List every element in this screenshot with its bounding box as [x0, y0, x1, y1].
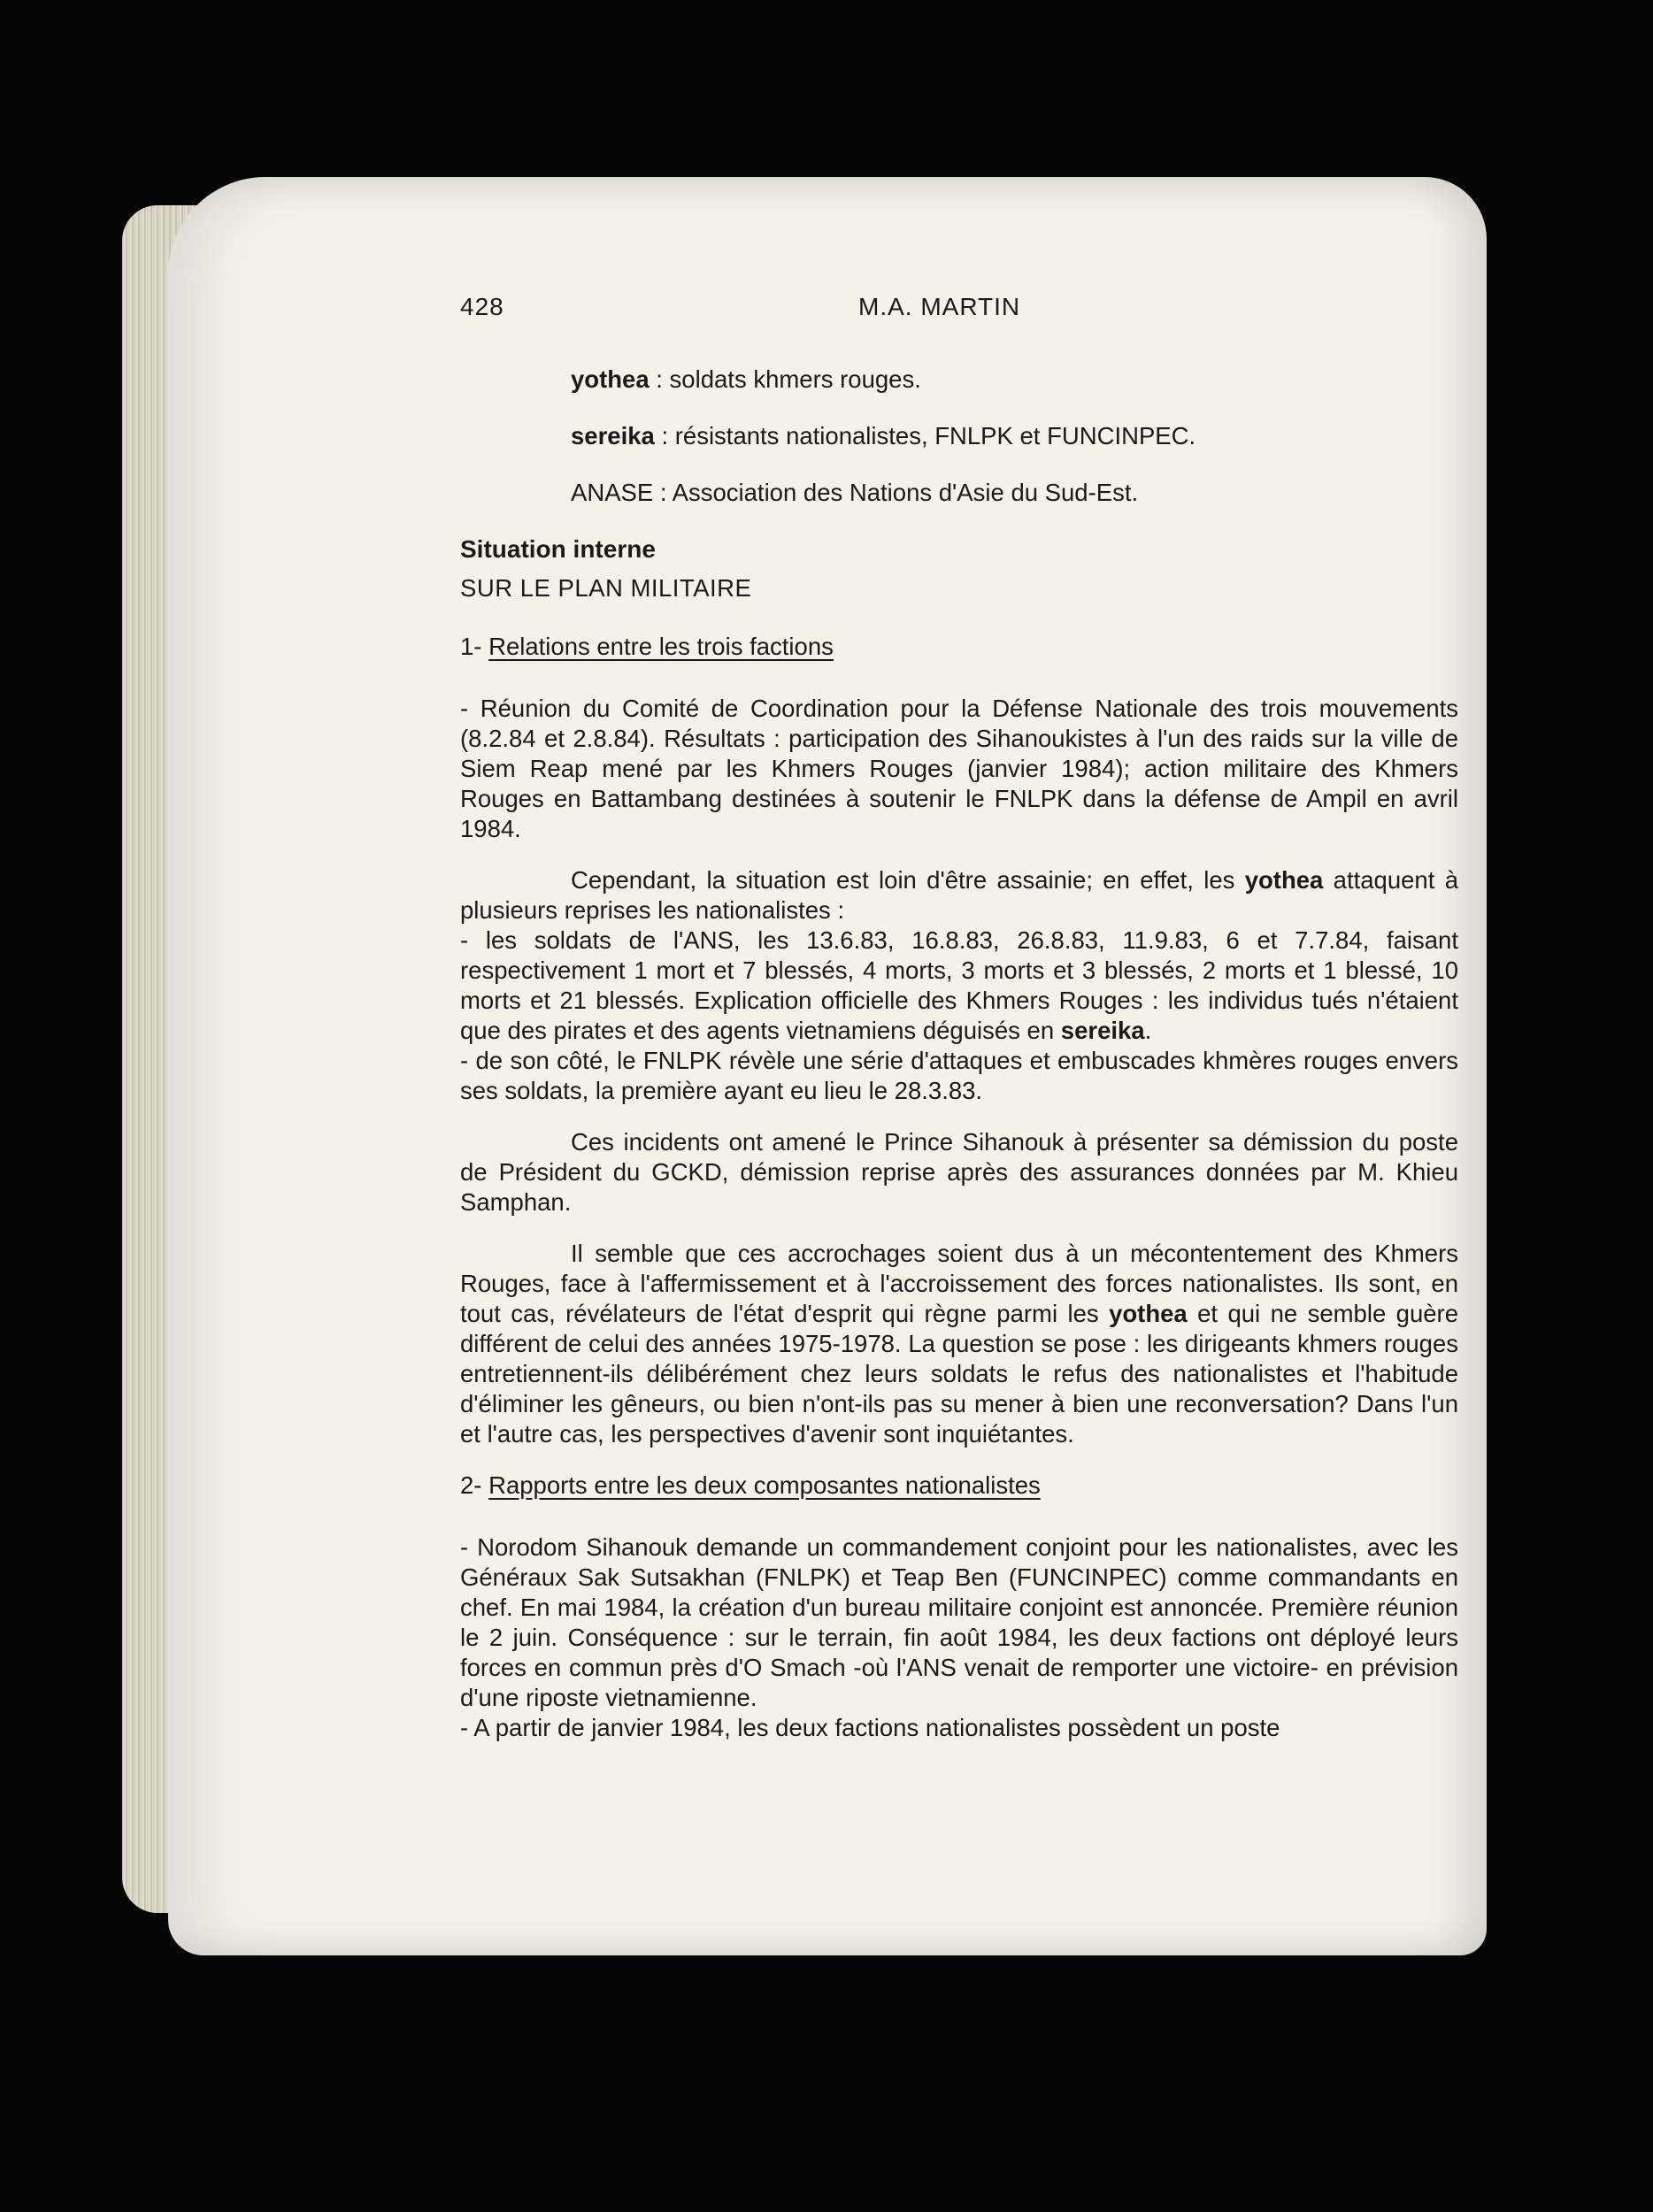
running-header [460, 292, 1458, 327]
text-run: Il semble que ces accrochages soient dus à un mécontentement des Khmers Rouges, face à l'affermissement et à l'accroissement des forces nationalistes. Ils sont, en tout cas, révélateurs de l'état d'esprit qui règne parmi les [460, 1240, 1458, 1327]
heading-title: Relations entre les trois factions [488, 633, 834, 660]
paragraph-4: - de son côté, le FNLPK révèle une série d'attaques et embuscades khmères rouges envers ses soldats, la première ayant eu lieu le 28.3.83. [460, 1047, 1458, 1104]
glossary-definition: : soldats khmers rouges. [649, 365, 921, 393]
numbered-heading-1 [460, 632, 1458, 662]
paragraph-2 [460, 865, 1458, 926]
heading-title: Rapports entre les deux composantes nationalistes [488, 1471, 1041, 1499]
emphasis-term: yothea [1109, 1300, 1188, 1327]
emphasis-term: sereika [1060, 1017, 1145, 1044]
text-run: attaquent à plusieurs reprises les nationalistes : [460, 866, 1458, 924]
text-run: Cependant, la situation est loin d'être assainie; en effet, les [571, 866, 1245, 894]
paragraph-5: Ces incidents ont amené le Prince Sihanouk à présenter sa démission du poste de Président du GCKD, démission reprise après des assurances données par M. Khieu Samphan. [460, 1128, 1458, 1216]
glossary-entry [460, 478, 1458, 508]
heading-number: 1- [460, 633, 489, 660]
heading-number: 2- [460, 1471, 489, 1499]
numbered-heading-2 [460, 1471, 1458, 1501]
paragraph-8: - A partir de janvier 1984, les deux factions nationalistes possèdent un poste [460, 1714, 1280, 1741]
glossary-definition: ANASE : Association des Nations d'Asie du Sud-Est. [571, 479, 1139, 506]
page-number: 428 [460, 293, 504, 320]
glossary-term: yothea [571, 365, 650, 393]
glossary-term: sereika [571, 422, 655, 449]
page-content [460, 292, 1458, 1743]
subsection-title: SUR LE PLAN MILITAIRE [460, 574, 752, 602]
paragraph-3 [460, 926, 1458, 1046]
text-run: . [1144, 1017, 1152, 1044]
emphasis-term: yothea [1244, 866, 1324, 894]
paragraph-6 [460, 1239, 1458, 1449]
section-title: Situation interne [460, 535, 656, 563]
glossary-entry [460, 365, 1458, 395]
glossary-definition: : résistants nationalistes, FNLPK et FUNCINPEC. [654, 422, 1196, 449]
text-run: - les soldats de l'ANS, les 13.6.83, 16.8.83, 26.8.83, 11.9.83, 6 et 7.7.84, faisant respectivement 1 mort et 7 blessés, 4 morts, 3 morts et 3 blessés, 2 morts et 1 blessé, 10 morts et 21 blessés. Explication officielle des Khmers Rouges : les individus tués n'étaient que des pirates et des agents vietnamiens déguisés en [460, 926, 1458, 1044]
running-head-author: M.A. MARTIN [858, 293, 1021, 320]
paragraph-7: - Norodom Sihanouk demande un commandement conjoint pour les nationalistes, avec les Généraux Sak Sutsakhan (FNLPK) et Teap Ben (FUNCINPEC) comme commandants en chef. En mai 1984, la création d'un bureau militaire conjoint est annoncée. Première réunion le 2 juin. Conséquence : sur le terrain, fin août 1984, les deux factions ont déployé leurs forces en commun près d'O Smach -où l'ANS venait de remporter une victoire- en prévision d'une riposte vietnamienne. [460, 1533, 1458, 1711]
text-run: et qui ne semble guère différent de celui des années 1975-1978. La question se pose : les dirigeants khmers rouges entretiennent-ils délibérément chez leurs soldats le refus des nationalistes et l'habitude d'éliminer les gêneurs, ou bien n'ont-ils pas su mener à bien une reconversation? Dans l'un et l'autre cas, les perspectives d'avenir sont inquiétantes. [460, 1300, 1458, 1448]
paragraph-1: - Réunion du Comité de Coordination pour la Défense Nationale des trois mouvements (8.2.84 et 2.8.84). Résultats : participation des Sihanoukistes à l'un des raids sur la ville de Siem Reap mené par les Khmers Rouges (janvier 1984); action militaire des Khmers Rouges en Battambang destinées à soutenir le FNLPK dans la défense de Ampil en avril 1984. [460, 695, 1458, 842]
glossary-entry [460, 421, 1458, 451]
